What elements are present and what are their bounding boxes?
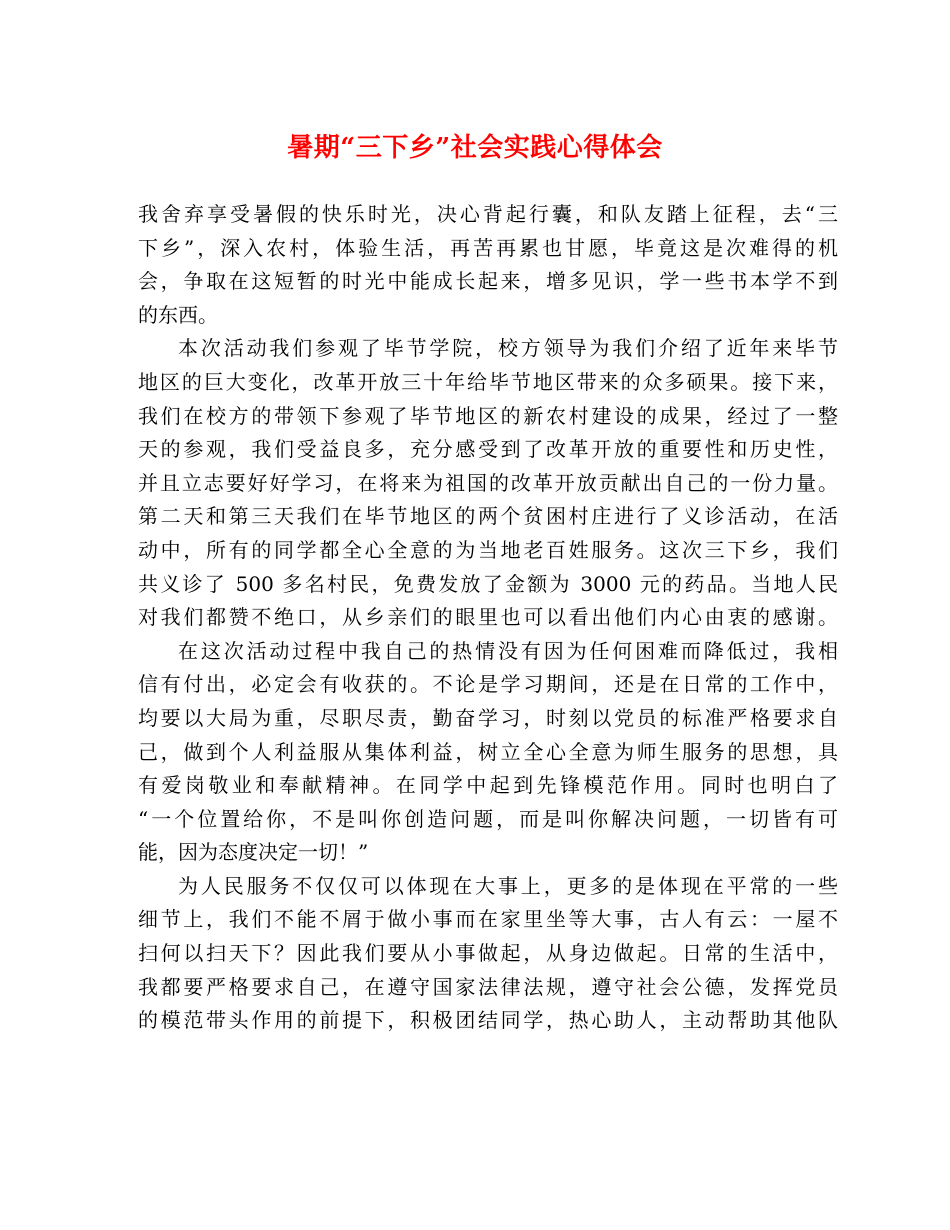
body-line: 的东西。 [138, 302, 218, 327]
body-line: 天的参观，我们受益良多，充分感受到了改革开放的重要性和历史性， [138, 437, 838, 462]
body-line: 在这次活动过程中我自己的热情没有因为任何困难而降低过，我相 [178, 638, 838, 663]
body-line: 信有付出，必定会有收获的。不论是学习期间，还是在日常的工作中， [138, 672, 838, 697]
body-line: 本次活动我们参观了毕节学院，校方领导为我们介绍了近年来毕节 [178, 336, 838, 361]
body-line: 均要以大局为重，尽职尽责，勤奋学习，时刻以党员的标准严格要求自 [138, 705, 838, 730]
body-line: 我舍弃享受暑假的快乐时光，决心背起行囊，和队友踏上征程，去“三 [138, 202, 838, 226]
body-line: 的模范带头作用的前提下，积极团结同学，热心助人，主动帮助其他队 [138, 1008, 838, 1033]
body-line: 会，争取在这短暂的时光中能成长起来，增多见识，学一些书本学不到 [138, 269, 838, 294]
body-line: 为人民服务不仅仅可以体现在大事上，更多的是体现在平常的一些 [178, 873, 838, 898]
body-line: 地区的巨大变化，改革开放三十年给毕节地区带来的众多硕果。接下来， [138, 369, 838, 394]
body-line: 己，做到个人利益服从集体利益，树立全心全意为师生服务的思想，具 [138, 739, 838, 764]
body-line: 并且立志要好好学习，在将来为祖国的改革开放贡献出自己的一份力量。 [138, 470, 838, 495]
body-line: 能，因为态度决定一切！” [138, 840, 369, 865]
document-body [138, 198, 838, 1038]
body-line: 细节上，我们不能不屑于做小事而在家里坐等大事，古人有云：一屋不 [138, 907, 838, 932]
body-line: 对我们都赞不绝口，从乡亲们的眼里也可以看出他们内心由衷的感谢。 [138, 605, 838, 630]
body-line: 第二天和第三天我们在毕节地区的两个贫困村庄进行了义诊活动，在活 [138, 504, 838, 529]
body-line: “一个位置给你，不是叫你创造问题，而是叫你解决问题，一切皆有可 [138, 806, 838, 831]
body-line: 有爱岗敬业和奉献精神。在同学中起到先锋模范作用。同时也明白了 [138, 773, 838, 798]
body-line: 我都要严格要求自己，在遵守国家法律法规，遵守社会公德，发挥党员 [138, 974, 838, 999]
body-line: 下乡”，深入农村，体验生活，再苦再累也甘愿，毕竟这是次难得的机 [138, 235, 838, 260]
body-line: 扫何以扫天下？因此我们要从小事做起，从身边做起。日常的生活中， [138, 941, 838, 966]
body-line: 动中，所有的同学都全心全意的为当地老百姓服务。这次三下乡，我们 [138, 537, 838, 562]
body-line: 我们在校方的带领下参观了毕节地区的新农村建设的成果，经过了一整 [138, 403, 838, 428]
body-line: 共义诊了 500 多名村民，免费发放了金额为 3000 元的药品。当地人民 [138, 571, 838, 596]
document-title: 暑期“三下乡”社会实践心得体会 [287, 133, 663, 163]
